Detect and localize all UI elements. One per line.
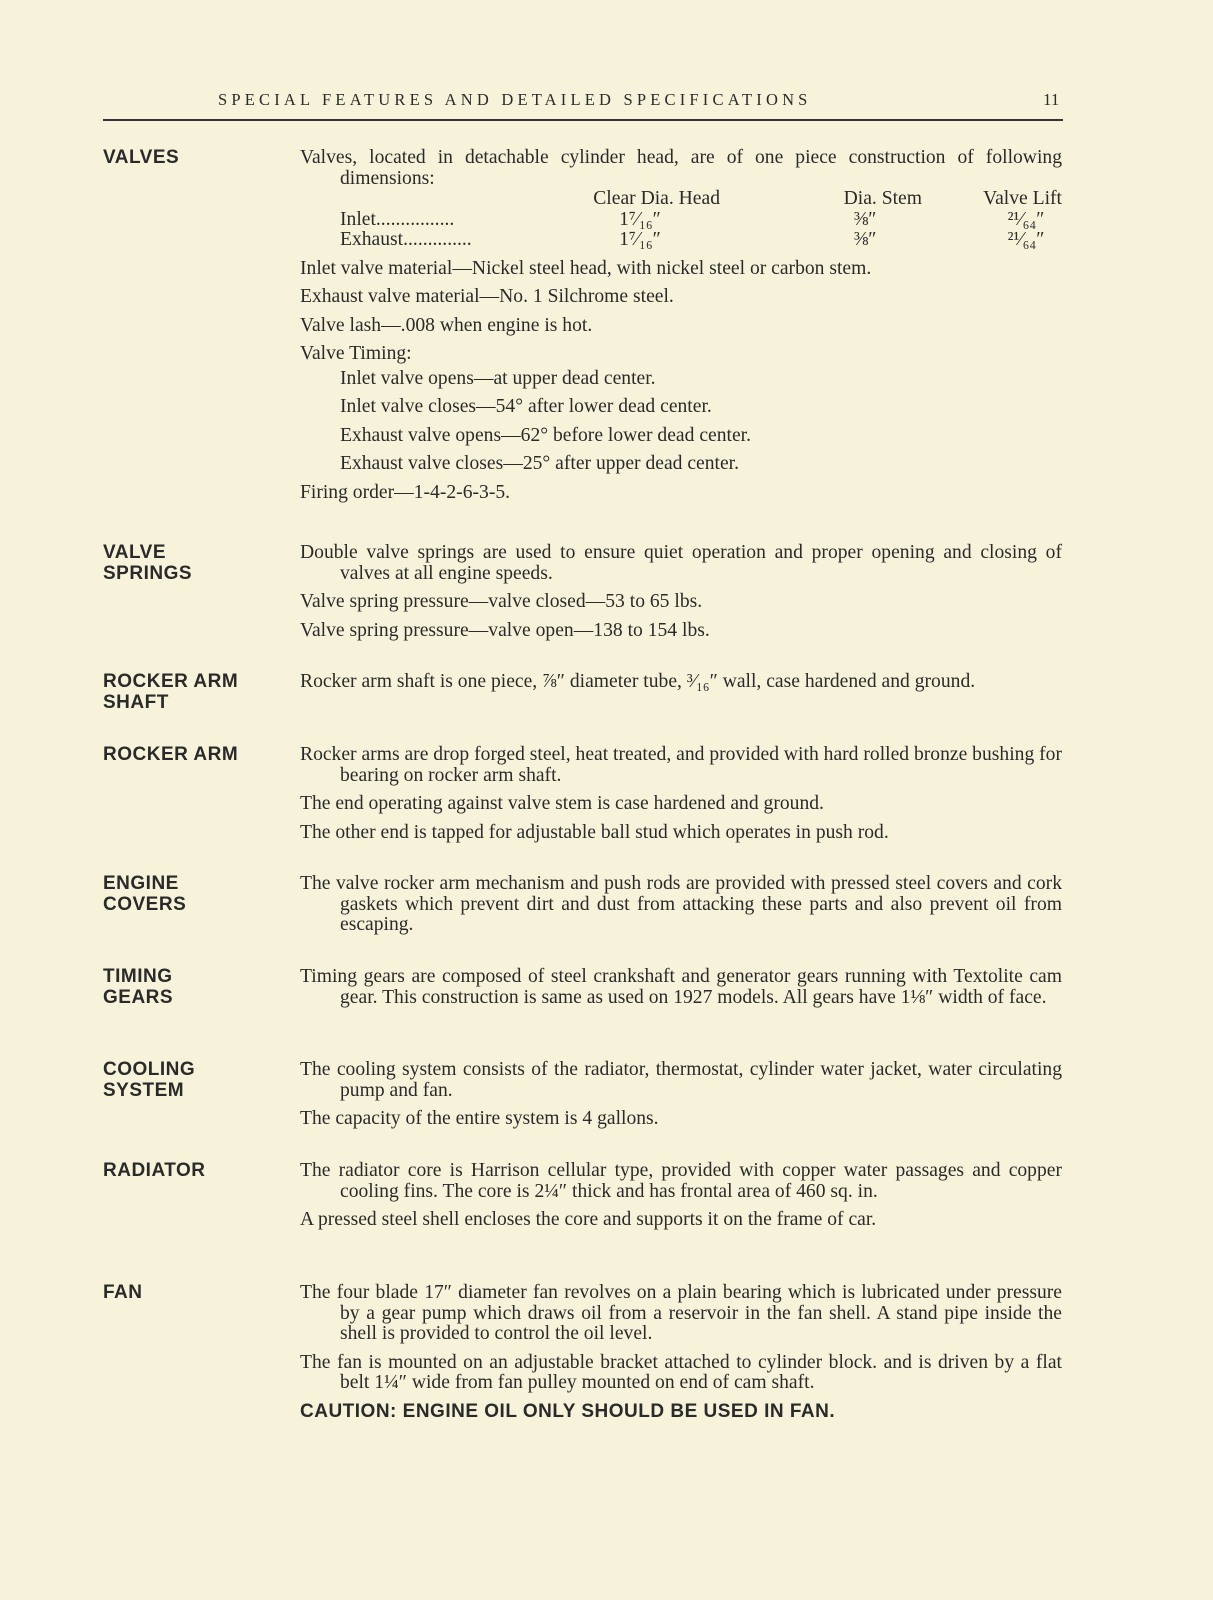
paragraph: The other end is tapped for adjustable ball stud which operates in push rod.: [300, 821, 889, 843]
page-number: 11: [1043, 90, 1060, 109]
section-radiator: [103, 1161, 1063, 1239]
section-rocker-arm: [103, 745, 1063, 851]
table-cell: ⅜″: [853, 208, 877, 230]
running-header: SPECIAL FEATURES AND DETAILED SPECIFICATIONS: [218, 90, 812, 109]
section-label: ROCKER ARM SHAFT: [103, 671, 239, 713]
paragraph: The radiator core is Harrison cellular type, provided with copper water passages and copper cooling fins. The core is 2¼″ thick and has frontal area of 460 sq. in.: [300, 1160, 1062, 1202]
paragraph: Double valve springs are used to ensure quiet operation and proper opening and closing of valves at all engine speeds.: [300, 542, 1062, 584]
paragraph: The fan is mounted on an adjustable bracket attached to cylinder block. and is driven by a flat belt 1¼″ wide from fan pulley mounted on end of cam shaft.: [300, 1351, 1062, 1393]
header-rule: [103, 119, 1063, 121]
paragraph: Inlet valve material—Nickel steel head, with nickel steel or carbon stem.: [300, 257, 872, 279]
paragraph: Timing gears are composed of steel crankshaft and generator gears running with Textolite cam gear. This construction is same as used on 1927 models. All gears have 1⅛″ width of face.: [300, 966, 1062, 1008]
section-label: ROCKER ARM: [103, 744, 239, 765]
timing-line: Exhaust valve closes—25° after upper dead center.: [340, 453, 740, 474]
timing-line: Exhaust valve opens—62° before lower dead center.: [340, 424, 751, 446]
paragraph: The end operating against valve stem is case hardened and ground.: [300, 793, 824, 814]
table-cell: Inlet................: [340, 209, 455, 230]
paragraph: The cooling system consists of the radiator, thermostat, cylinder water jacket, water circulating pump and fan.: [300, 1059, 1062, 1101]
paragraph: Exhaust valve material—No. 1 Silchrome steel.: [300, 286, 674, 307]
table-header: Clear Dia. Head: [593, 188, 720, 209]
paragraph: Valve Timing:: [300, 343, 412, 364]
section-label: RADIATOR: [103, 1160, 206, 1181]
paragraph: Rocker arm shaft is one piece, ⅞″ diameter tube, ³⁄₁₆″ wall, case hardened and ground.: [300, 671, 976, 692]
table-cell: 1⁷⁄₁₆″: [619, 208, 661, 230]
section-rocker-arm-shaft: [103, 671, 1063, 713]
section-label: ENGINE COVERS: [103, 873, 187, 915]
section-valve-springs: [103, 543, 1063, 649]
section-label: TIMING GEARS: [103, 966, 174, 1008]
section-timing-gears: [103, 967, 1063, 1016]
table-header: Dia. Stem: [843, 188, 922, 209]
section-engine-covers: [103, 874, 1063, 944]
table-cell: ⅜″: [853, 229, 877, 250]
caution-note: CAUTION: ENGINE OIL ONLY SHOULD BE USED IN FAN.: [300, 1400, 836, 1422]
valve-dimensions-table: [300, 189, 1062, 251]
table-cell: ²¹⁄₆₄″: [1007, 208, 1045, 230]
section-label: VALVES: [103, 147, 180, 168]
paragraph: The valve rocker arm mechanism and push rods are provided with pressed steel covers and cork gaskets which prevent dirt and dust from attacking these parts and also prevent oil from escaping.: [300, 873, 1062, 935]
paragraph: Firing order—1-4-2-6-3-5.: [300, 481, 511, 503]
section-label: COOLING SYSTEM: [103, 1059, 196, 1101]
table-cell: Exhaust..............: [340, 230, 472, 250]
section-fan: [103, 1283, 1063, 1422]
paragraph: The four blade 17″ diameter fan revolves on a plain bearing which is lubricated under pressure by a gear pump which draws oil from a reservoir in the fan shell. A stand pipe inside the shell is provided to control the oil level.: [300, 1282, 1062, 1344]
paragraph: A pressed steel shell encloses the core and supports it on the frame of car.: [300, 1209, 877, 1230]
table-header: [300, 189, 500, 210]
timing-line: Inlet valve closes—54° after lower dead center.: [340, 396, 712, 417]
paragraph: The capacity of the entire system is 4 gallons.: [300, 1108, 659, 1129]
table-cell: ²¹⁄₆₄″: [1007, 229, 1045, 250]
section-cooling-system: [103, 1060, 1063, 1138]
section-label: VALVE SPRINGS: [103, 542, 193, 584]
paragraph: Valve spring pressure—valve closed—53 to 65 lbs.: [300, 591, 703, 612]
paragraph: Rocker arms are drop forged steel, heat treated, and provided with hard rolled bronze bushing for bearing on rocker arm shaft.: [300, 744, 1062, 786]
paragraph: Valve lash—.008 when engine is hot.: [300, 314, 593, 336]
section-valves: [103, 148, 1063, 511]
paragraph: Valves, located in detachable cylinder head, are of one piece construction of following dimensions:: [300, 147, 1062, 189]
paragraph: Valve spring pressure—valve open—138 to 154 lbs.: [300, 619, 710, 641]
table-cell: 1⁷⁄₁₆″: [619, 229, 661, 250]
timing-line: Inlet valve opens—at upper dead center.: [340, 367, 656, 389]
section-label: FAN: [103, 1282, 143, 1303]
table-header: Valve Lift: [983, 188, 1062, 209]
